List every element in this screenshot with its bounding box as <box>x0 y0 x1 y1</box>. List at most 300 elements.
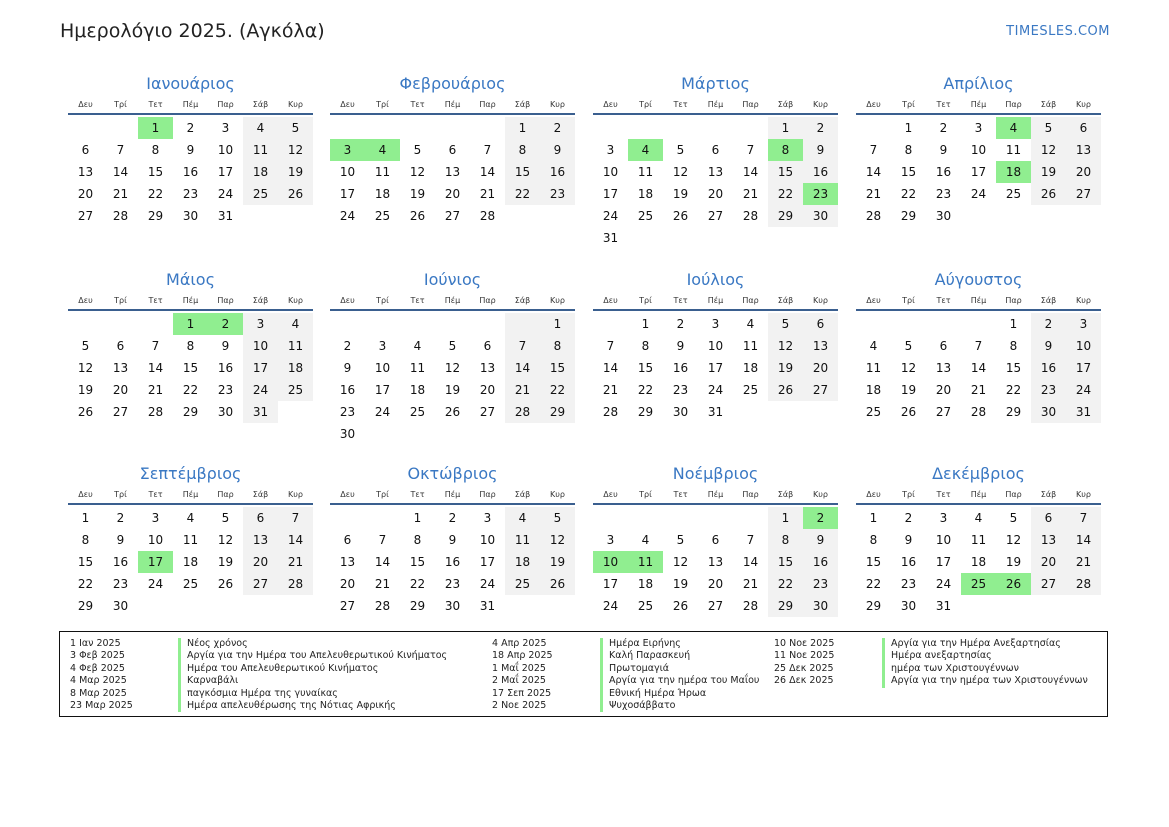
day-cell: 7 <box>483 143 492 157</box>
day-cell: 27 <box>707 209 724 223</box>
day-cell: 5 <box>1009 511 1018 525</box>
holiday-name: Ημέρα του Απελευθερωτικού Κινήματος <box>178 663 378 675</box>
day-cell: 19 <box>1005 555 1022 569</box>
weekday-label: Παρ <box>479 490 496 499</box>
day-grid <box>330 313 575 445</box>
empty-cell <box>628 507 663 529</box>
weekday-label: Σάβ <box>1040 296 1057 305</box>
empty-cell <box>330 117 365 139</box>
day-cell: 11 <box>1005 143 1022 157</box>
day-cell: 26 <box>1031 183 1066 205</box>
weekday-label: Τετ <box>148 296 163 305</box>
month-block <box>330 464 575 617</box>
day-cell: 20 <box>707 577 724 591</box>
day-cell: 10 <box>217 143 234 157</box>
day-cell: 6 <box>81 143 90 157</box>
day-cell: 4 <box>869 339 878 353</box>
month-block <box>856 270 1101 423</box>
day-cell: 21 <box>505 379 540 401</box>
day-cell: 9 <box>1031 335 1066 357</box>
day-cell: 12 <box>540 529 575 551</box>
day-cell: 28 <box>505 401 540 423</box>
weekday-label: Παρ <box>217 296 234 305</box>
day-cell: 23 <box>672 383 689 397</box>
weekday-label: Δευ <box>78 490 93 499</box>
holiday-day: 1 <box>173 313 208 335</box>
day-cell: 24 <box>707 383 724 397</box>
day-cell: 13 <box>479 361 496 375</box>
weekday-label: Σάβ <box>514 296 531 305</box>
empty-cell <box>103 313 138 335</box>
day-cell: 16 <box>1031 357 1066 379</box>
day-cell: 12 <box>217 533 234 547</box>
day-cell: 12 <box>444 361 461 375</box>
day-cell: 5 <box>540 507 575 529</box>
weekday-label: Τετ <box>673 100 688 109</box>
day-cell: 5 <box>413 143 422 157</box>
day-cell: 18 <box>865 383 882 397</box>
day-cell: 25 <box>865 405 882 419</box>
empty-cell <box>68 313 103 335</box>
empty-cell <box>926 313 961 335</box>
day-cell: 8 <box>869 533 878 547</box>
month-block <box>68 464 313 617</box>
month-name: Σεπτέμβριος <box>139 464 242 483</box>
holiday-date: 4 Μαρ 2025 <box>70 675 127 687</box>
empty-cell <box>400 117 435 139</box>
day-cell: 5 <box>676 533 685 547</box>
day-cell: 17 <box>217 165 234 179</box>
holiday-name: παγκόσμια Ημέρα της γυναίκας <box>178 688 338 700</box>
day-cell: 27 <box>444 209 461 223</box>
holiday-date: 2 Μαΐ 2025 <box>492 675 546 687</box>
weekday-label: Κυρ <box>1076 296 1091 305</box>
day-cell: 1 <box>413 511 422 525</box>
day-cell: 16 <box>672 361 689 375</box>
holiday-day: 1 <box>138 117 173 139</box>
day-cell: 14 <box>278 529 313 551</box>
weekday-label: Πέμ <box>707 100 724 109</box>
day-cell: 27 <box>77 209 94 223</box>
day-cell: 27 <box>243 573 278 595</box>
day-cell: 25 <box>374 209 391 223</box>
day-cell: 3 <box>711 317 720 331</box>
day-cell: 8 <box>81 533 90 547</box>
month-block <box>593 270 838 423</box>
day-cell: 1 <box>505 117 540 139</box>
month-name: Απρίλιος <box>943 74 1014 93</box>
empty-cell <box>698 507 733 529</box>
day-cell: 18 <box>182 555 199 569</box>
day-cell: 18 <box>970 555 987 569</box>
holiday-day: 4 <box>365 139 400 161</box>
day-cell: 8 <box>151 143 160 157</box>
day-cell: 6 <box>243 507 278 529</box>
day-cell: 21 <box>742 187 759 201</box>
day-cell: 9 <box>448 533 457 547</box>
holiday-day: 8 <box>768 139 803 161</box>
day-cell: 18 <box>409 383 426 397</box>
day-cell: 13 <box>707 555 724 569</box>
day-cell: 13 <box>112 361 129 375</box>
day-cell: 18 <box>374 187 391 201</box>
holiday-date: 23 Μαρ 2025 <box>70 699 133 711</box>
day-cell: 14 <box>112 165 129 179</box>
day-cell: 12 <box>1005 533 1022 547</box>
day-cell: 2 <box>1031 313 1066 335</box>
weekday-label: Σάβ <box>252 100 269 109</box>
day-cell: 10 <box>147 533 164 547</box>
weekday-header <box>330 296 575 311</box>
day-cell: 8 <box>413 533 422 547</box>
day-cell: 2 <box>343 339 352 353</box>
day-cell: 16 <box>540 161 575 183</box>
day-cell: 24 <box>602 209 619 223</box>
empty-cell <box>733 507 768 529</box>
day-cell: 31 <box>1066 401 1101 423</box>
day-cell: 6 <box>1066 117 1101 139</box>
weekday-label: Δευ <box>603 490 618 499</box>
empty-cell <box>593 507 628 529</box>
weekday-label: Πέμ <box>444 296 461 305</box>
day-cell: 8 <box>768 529 803 551</box>
day-cell: 15 <box>900 165 917 179</box>
day-cell: 20 <box>1031 551 1066 573</box>
weekday-label: Κυρ <box>288 490 303 499</box>
day-cell: 10 <box>339 165 356 179</box>
day-cell: 30 <box>672 405 689 419</box>
empty-cell <box>365 117 400 139</box>
day-cell: 16 <box>803 161 838 183</box>
day-cell: 18 <box>278 357 313 379</box>
weekday-header <box>330 100 575 115</box>
day-cell: 15 <box>409 555 426 569</box>
day-cell: 9 <box>676 339 685 353</box>
day-cell: 12 <box>672 165 689 179</box>
day-cell: 17 <box>602 577 619 591</box>
day-cell: 18 <box>637 577 654 591</box>
day-cell: 19 <box>768 357 803 379</box>
holiday-date: 10 Νοε 2025 <box>774 638 835 649</box>
day-cell: 19 <box>1031 161 1066 183</box>
day-cell: 29 <box>182 405 199 419</box>
day-cell: 19 <box>672 187 689 201</box>
legend-column <box>70 638 447 712</box>
day-cell: 26 <box>217 577 234 591</box>
day-cell: 22 <box>637 383 654 397</box>
empty-cell <box>435 313 470 335</box>
month-name: Αύγουστος <box>934 270 1023 289</box>
day-cell: 9 <box>540 139 575 161</box>
empty-cell <box>856 313 891 335</box>
holiday-name: Εθνική Ημέρα Ήρωα <box>600 688 706 700</box>
day-cell: 29 <box>865 599 882 613</box>
holiday-date: 3 Φεβ 2025 <box>70 650 125 662</box>
day-cell: 19 <box>900 383 917 397</box>
day-cell: 24 <box>970 187 987 201</box>
day-cell: 8 <box>505 139 540 161</box>
day-grid <box>856 313 1101 423</box>
day-cell: 2 <box>540 117 575 139</box>
day-cell: 17 <box>707 361 724 375</box>
weekday-label: Πέμ <box>970 296 987 305</box>
day-cell: 7 <box>606 339 615 353</box>
day-cell: 21 <box>1066 551 1101 573</box>
day-cell: 6 <box>116 339 125 353</box>
weekday-label: Δευ <box>340 490 355 499</box>
day-cell: 6 <box>711 533 720 547</box>
day-cell: 11 <box>865 361 882 375</box>
day-cell: 16 <box>900 555 917 569</box>
day-cell: 25 <box>409 405 426 419</box>
day-cell: 24 <box>147 577 164 591</box>
day-cell: 27 <box>112 405 129 419</box>
day-cell: 27 <box>935 405 952 419</box>
day-cell: 11 <box>505 529 540 551</box>
holiday-date: 18 Απρ 2025 <box>492 650 553 662</box>
holiday-name: Ημέρα απελευθέρωσης της Νότιας Αφρικής <box>178 700 396 712</box>
day-cell: 29 <box>540 401 575 423</box>
day-cell: 22 <box>77 577 94 591</box>
weekday-label: Τρί <box>376 100 389 109</box>
weekday-label: Πέμ <box>182 296 199 305</box>
weekday-label: Παρ <box>1005 490 1022 499</box>
day-cell: 29 <box>900 209 917 223</box>
empty-cell <box>365 507 400 529</box>
day-cell: 27 <box>707 599 724 613</box>
day-cell: 14 <box>970 361 987 375</box>
day-cell: 1 <box>540 313 575 335</box>
weekday-label: Σάβ <box>1040 490 1057 499</box>
day-cell: 3 <box>606 533 615 547</box>
day-cell: 10 <box>602 165 619 179</box>
day-cell: 11 <box>182 533 199 547</box>
day-cell: 5 <box>768 313 803 335</box>
weekday-header <box>856 490 1101 505</box>
day-cell: 12 <box>672 555 689 569</box>
day-cell: 19 <box>409 187 426 201</box>
day-cell: 17 <box>602 187 619 201</box>
day-cell: 31 <box>935 599 952 613</box>
day-grid <box>330 507 575 617</box>
weekday-label: Δευ <box>78 100 93 109</box>
day-cell: 4 <box>974 511 983 525</box>
weekday-label: Τετ <box>673 490 688 499</box>
day-cell: 15 <box>505 161 540 183</box>
holiday-name: Ημέρα Ειρήνης <box>600 638 681 650</box>
day-cell: 18 <box>505 551 540 573</box>
day-cell: 5 <box>676 143 685 157</box>
weekday-label: Τρί <box>114 100 127 109</box>
day-cell: 1 <box>1009 317 1018 331</box>
weekday-label: Πέμ <box>444 100 461 109</box>
weekday-label: Τρί <box>114 490 127 499</box>
weekday-label: Παρ <box>217 490 234 499</box>
day-cell: 24 <box>602 599 619 613</box>
day-cell: 22 <box>865 577 882 591</box>
day-cell: 23 <box>900 577 917 591</box>
day-grid <box>856 117 1101 227</box>
day-cell: 11 <box>637 165 654 179</box>
empty-cell <box>593 117 628 139</box>
day-cell: 3 <box>221 121 230 135</box>
day-cell: 2 <box>448 511 457 525</box>
day-cell: 30 <box>900 599 917 613</box>
day-cell: 10 <box>707 339 724 353</box>
weekday-label: Δευ <box>866 490 881 499</box>
month-name: Ιανουάριος <box>146 74 235 93</box>
day-cell: 18 <box>637 187 654 201</box>
day-cell: 21 <box>147 383 164 397</box>
day-cell: 7 <box>974 339 983 353</box>
day-cell: 12 <box>768 335 803 357</box>
weekday-label: Παρ <box>1005 296 1022 305</box>
day-cell: 13 <box>77 165 94 179</box>
day-cell: 9 <box>116 533 125 547</box>
weekday-label: Τετ <box>410 296 425 305</box>
day-cell: 12 <box>1031 139 1066 161</box>
day-cell: 29 <box>409 599 426 613</box>
holiday-date: 1 Ιαν 2025 <box>70 638 121 649</box>
day-cell: 10 <box>1066 335 1101 357</box>
day-cell: 20 <box>707 187 724 201</box>
day-grid <box>68 313 313 423</box>
day-cell: 21 <box>742 577 759 591</box>
weekday-header <box>68 100 313 115</box>
day-cell: 11 <box>278 335 313 357</box>
day-cell: 15 <box>768 161 803 183</box>
holiday-name: Νέος χρόνος <box>178 638 248 650</box>
day-cell: 13 <box>707 165 724 179</box>
day-cell: 26 <box>409 209 426 223</box>
day-cell: 14 <box>479 165 496 179</box>
day-cell: 3 <box>974 121 983 135</box>
legend-item <box>492 675 759 687</box>
day-cell: 29 <box>637 405 654 419</box>
day-cell: 22 <box>768 183 803 205</box>
weekday-label: Σάβ <box>1040 100 1057 109</box>
legend-item <box>774 663 1088 675</box>
day-cell: 27 <box>1031 573 1066 595</box>
weekday-label: Παρ <box>479 296 496 305</box>
day-cell: 19 <box>672 577 689 591</box>
day-cell: 14 <box>865 165 882 179</box>
day-cell: 11 <box>409 361 426 375</box>
day-cell: 31 <box>479 599 496 613</box>
day-cell: 10 <box>970 143 987 157</box>
day-cell: 28 <box>865 209 882 223</box>
weekday-label: Παρ <box>742 100 759 109</box>
day-cell: 17 <box>970 165 987 179</box>
holiday-name: Αργία για την Ημέρα Ανεξαρτησίας <box>882 638 1061 650</box>
day-cell: 12 <box>77 361 94 375</box>
day-cell: 24 <box>339 209 356 223</box>
day-cell: 11 <box>742 339 759 353</box>
weekday-label: Τετ <box>410 100 425 109</box>
day-cell: 4 <box>413 339 422 353</box>
weekday-label: Πέμ <box>707 490 724 499</box>
day-cell: 1 <box>768 507 803 529</box>
weekday-label: Δευ <box>78 296 93 305</box>
legend-column <box>492 638 759 712</box>
legend-item <box>492 688 759 700</box>
holiday-date: 11 Νοε 2025 <box>774 650 835 662</box>
holiday-date: 26 Δεκ 2025 <box>774 675 834 687</box>
day-cell: 21 <box>374 577 391 591</box>
weekday-label: Παρ <box>742 490 759 499</box>
holiday-legend <box>59 631 1108 717</box>
holiday-name: Πρωτομαγιά <box>600 663 669 675</box>
weekday-label: Παρ <box>742 296 759 305</box>
day-cell: 21 <box>865 187 882 201</box>
weekday-label: Παρ <box>1005 100 1022 109</box>
weekday-label: Κυρ <box>1076 490 1091 499</box>
weekday-header <box>593 100 838 115</box>
day-cell: 4 <box>186 511 195 525</box>
day-cell: 3 <box>1066 313 1101 335</box>
empty-cell <box>330 507 365 529</box>
day-cell: 6 <box>939 339 948 353</box>
holiday-name: Αργία για την Ημέρα του Απελευθερωτικού Κινήματος <box>178 650 447 662</box>
day-cell: 27 <box>339 599 356 613</box>
day-cell: 20 <box>243 551 278 573</box>
day-cell: 20 <box>479 383 496 397</box>
day-cell: 20 <box>1066 161 1101 183</box>
day-cell: 7 <box>151 339 160 353</box>
legend-item <box>492 663 759 675</box>
empty-cell <box>68 117 103 139</box>
holiday-date: 2 Νοε 2025 <box>492 699 547 711</box>
day-cell: 14 <box>147 361 164 375</box>
day-cell: 25 <box>637 599 654 613</box>
day-cell: 24 <box>243 379 278 401</box>
day-cell: 10 <box>243 335 278 357</box>
legend-item <box>492 700 759 712</box>
day-grid <box>330 117 575 227</box>
day-cell: 26 <box>768 379 803 401</box>
day-cell: 27 <box>803 379 838 401</box>
day-cell: 28 <box>742 599 759 613</box>
day-cell: 20 <box>112 383 129 397</box>
holiday-date: 8 Μαρ 2025 <box>70 687 127 699</box>
day-cell: 30 <box>803 595 838 617</box>
day-cell: 9 <box>221 339 230 353</box>
day-cell: 14 <box>1066 529 1101 551</box>
legend-item <box>70 675 447 687</box>
weekday-label: Κυρ <box>813 490 828 499</box>
day-cell: 28 <box>970 405 987 419</box>
holiday-name: Ψυχοσάββατο <box>600 700 675 712</box>
holiday-day: 17 <box>138 551 173 573</box>
day-cell: 25 <box>742 383 759 397</box>
day-cell: 13 <box>339 555 356 569</box>
day-cell: 13 <box>444 165 461 179</box>
day-cell: 4 <box>746 317 755 331</box>
empty-cell <box>698 117 733 139</box>
day-cell: 29 <box>768 205 803 227</box>
site-link[interactable]: TIMESLES.COM <box>1006 24 1110 39</box>
weekday-label: Τρί <box>639 100 652 109</box>
holiday-date: 1 Μαΐ 2025 <box>492 662 546 674</box>
day-cell: 8 <box>904 143 913 157</box>
day-cell: 6 <box>711 143 720 157</box>
day-cell: 26 <box>444 405 461 419</box>
empty-cell <box>330 313 365 335</box>
weekday-label: Δευ <box>603 100 618 109</box>
month-block <box>330 74 575 227</box>
day-cell: 25 <box>182 577 199 591</box>
day-cell: 15 <box>768 551 803 573</box>
